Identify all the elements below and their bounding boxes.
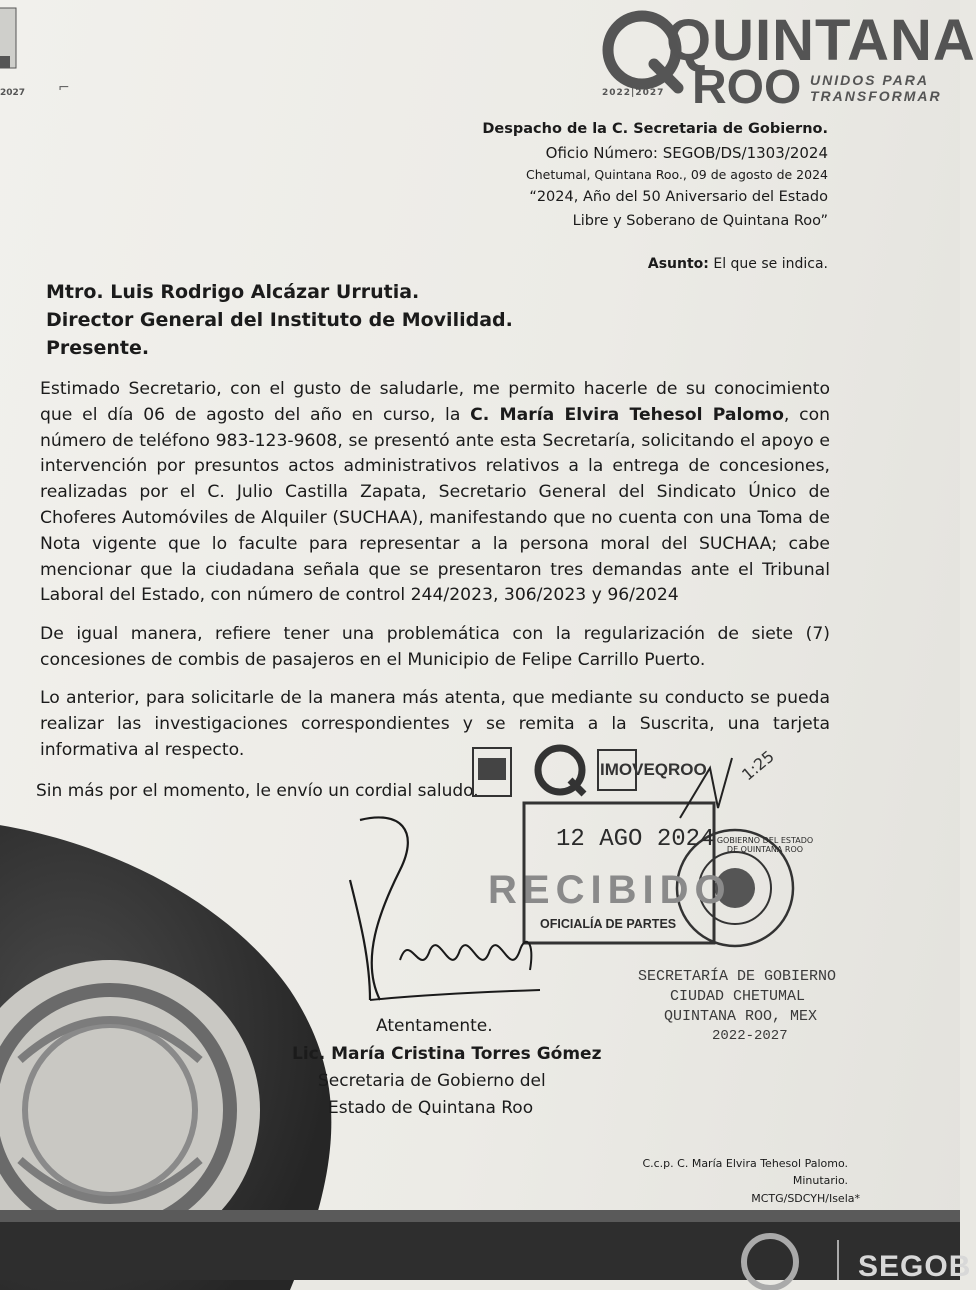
asunto	[648, 256, 828, 272]
motto-line-2: Libre y Soberano de Quintana Roo”	[572, 213, 828, 229]
paragraph-3: Lo anterior, para solicitarle de la manera más atenta, que mediante su conducto se pueda realizar las investigaciones correspondientes y se remita a la Suscrita, una tarjeta informativa al respecto.	[40, 688, 830, 760]
motto-line-1: “2024, Año del 50 Aniversario del Estado	[529, 189, 828, 205]
office-line: Despacho de la C. Secretaria de Gobierno.	[482, 121, 828, 137]
asunto-label: Asunto:	[647, 256, 709, 272]
cc-line-3: MCTG/SDCYH/Isela*	[751, 1192, 860, 1205]
asunto-value: El que se indica.	[713, 256, 828, 272]
stamp-recibido: RECIBIDO	[488, 868, 732, 912]
citizen-name: C. María Elvira Tehesol Palomo	[470, 404, 784, 425]
signer-role-2: Estado de Quintana Roo	[328, 1098, 534, 1118]
signer-name: Lic. María Cristina Torres Gómez	[292, 1044, 602, 1064]
recipient-name: Mtro. Luis Rodrigo Alcázar Urrutia.	[46, 281, 420, 303]
signer-role-1: Secretaria de Gobierno del	[318, 1071, 546, 1091]
recipient-title: Director General del Instituto de Movilidad.	[46, 309, 513, 331]
stamp-seal-ring: GOBIERNO DEL ESTADO DE QUINTANA ROO	[716, 836, 814, 854]
stamp-office: OFICIALÍA DE PARTES	[540, 917, 677, 931]
paragraph-2: De igual manera, refiere tener una problemática con la regularización de siete (7) concesiones de combis de pasajeros en el Municipio de Felipe Carrillo Puerto.	[40, 624, 830, 670]
cc-line-1: C.c.p. C. María Elvira Tehesol Palomo.	[642, 1157, 848, 1170]
corner-mark: ⌐	[58, 80, 70, 96]
side-year-fragment: 2027	[0, 88, 26, 98]
logo-word-quintana: QUINTANA	[666, 8, 976, 73]
stamp-sec-line-1: SECRETARÍA DE GOBIERNO	[638, 968, 837, 985]
recipient-greeting: Presente.	[46, 337, 150, 359]
atentamente: Atentamente.	[376, 1016, 493, 1036]
paragraph-1-intro: Estimado Secretario, con el gusto de saludarle, me permito hacerle de su conocimiento que el día 06 de agosto del año en curso, la	[40, 379, 830, 425]
logo-years: 2022|2027	[602, 88, 665, 98]
stamp-date: 12 AGO 2024	[556, 826, 715, 853]
stamp-org-name: IMOVEQROO	[600, 760, 707, 779]
stamp-sec-line-4: 2022-2027	[712, 1028, 788, 1044]
handwritten-signature	[340, 810, 560, 1010]
logo-slogan: UNIDOS PARA TRANSFORMAR	[810, 72, 942, 105]
cc-line-2: Minutario.	[792, 1174, 848, 1187]
oficio-number: Oficio Número: SEGOB/DS/1303/2024	[545, 144, 828, 162]
footer-brand: SEGOB	[858, 1250, 972, 1283]
footer-band	[0, 1210, 960, 1280]
side-emblem-fragment	[0, 8, 24, 98]
stamp-sec-line-3: QUINTANA ROO, MEX	[664, 1008, 818, 1025]
quintana-roo-logo	[592, 2, 976, 114]
paragraph-1	[40, 377, 830, 609]
stamp-handwritten-time: 1:25	[738, 746, 778, 785]
closing-line: Sin más por el momento, le envío un cordial saludo.	[36, 781, 479, 801]
logo-word-roo: ROO	[692, 61, 802, 114]
paragraph-1-rest: , con número de teléfono 983-123-9608, se presentó ante esta Secretaría, solicitando el apoyo e intervención por presuntos actos administrativos relativos a la entrega de concesiones, realizadas por el C. Julio Castilla Zapata, Secretario General del Sindicato Único de Choferes Automóviles de Alquiler (SUCHAA), manifestando que no cuenta con una Toma de Nota vigente que lo faculte para representar a la persona moral del SUCHAA; cabe mencionar que la ciudadana señala que se presentaron tres demandas ante el Tribunal Laboral del Estado, con número de control 244/2023, 306/2023 y 96/2024	[40, 404, 830, 606]
stamp-sec-line-2: CIUDAD CHETUMAL	[670, 988, 806, 1005]
place-date: Chetumal, Quintana Roo., 09 de agosto de 2024	[526, 167, 828, 182]
